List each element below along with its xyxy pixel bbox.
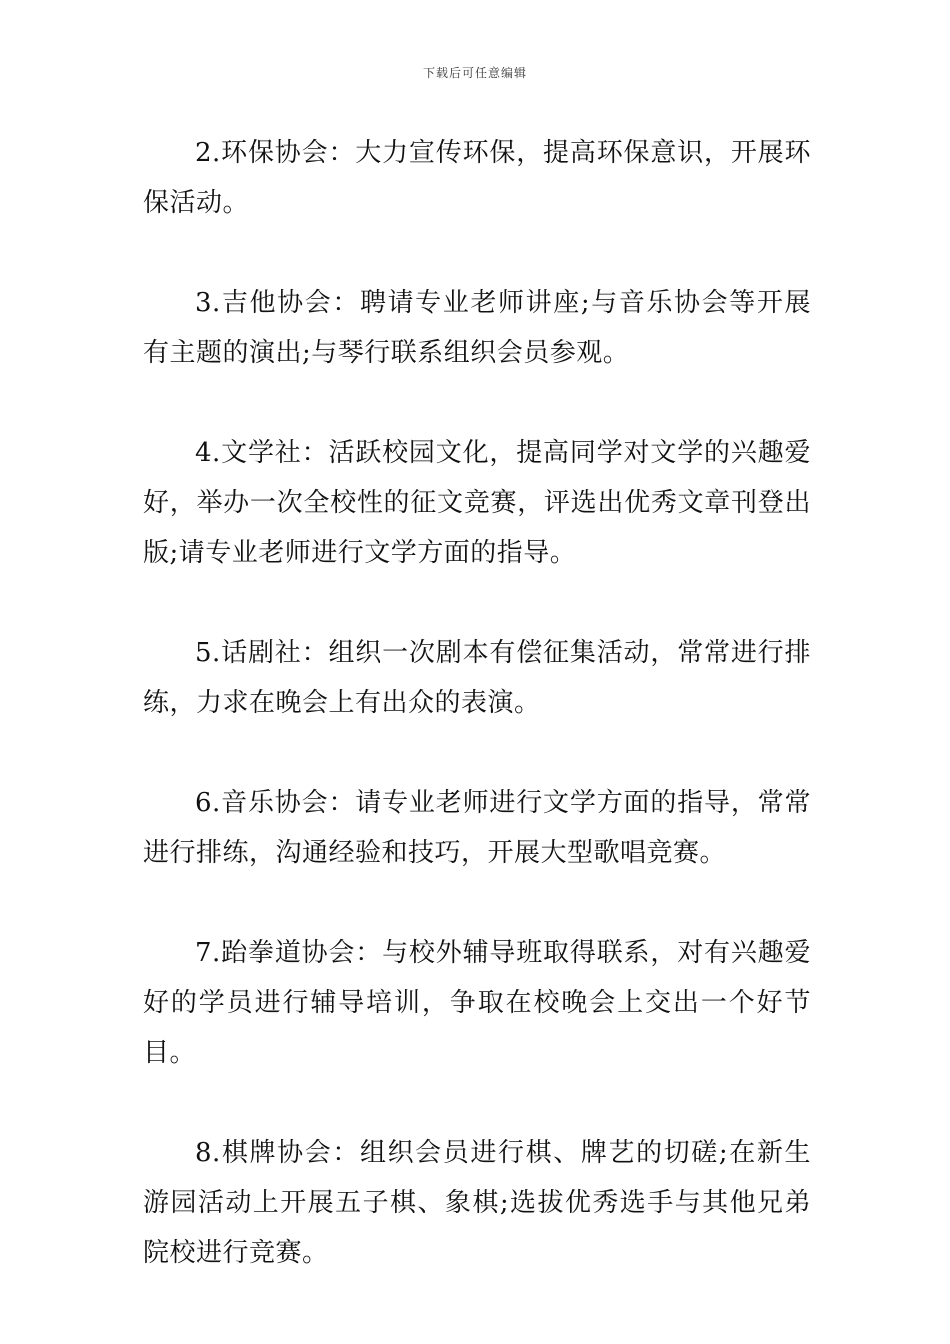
paragraph-taekwondo-association: 7.跆拳道协会：与校外辅导班取得联系，对有兴趣爱好的学员进行辅导培训，争取在校晚会上交出一个好节目。	[143, 938, 811, 1068]
document-body	[143, 128, 811, 1328]
paragraph-chess-cards-association: 8.棋牌协会：组织会员进行棋、牌艺的切磋;在新生游园活动上开展五子棋、象棋;选拔优秀选手与其他兄弟院校进行竞赛。	[143, 1138, 811, 1268]
paragraph-environmental-association: 2.环保协会：大力宣传环保，提高环保意识，开展环保活动。	[143, 138, 811, 218]
paragraph-guitar-association: 3.吉他协会：聘请专业老师讲座;与音乐协会等开展有主题的演出;与琴行联系组织会员参观。	[143, 288, 811, 368]
paragraph-literature-club: 4.文学社：活跃校园文化，提高同学对文学的兴趣爱好，举办一次全校性的征文竞赛，评选出优秀文章刊登出版;请专业老师进行文学方面的指导。	[143, 438, 811, 568]
paragraph-drama-club: 5.话剧社：组织一次剧本有偿征集活动，常常进行排练，力求在晚会上有出众的表演。	[143, 638, 811, 718]
page-header-note: 下载后可任意编辑	[422, 66, 527, 80]
paragraph-music-association: 6.音乐协会：请专业老师进行文学方面的指导，常常进行排练，沟通经验和技巧，开展大型歌唱竞赛。	[143, 788, 811, 868]
